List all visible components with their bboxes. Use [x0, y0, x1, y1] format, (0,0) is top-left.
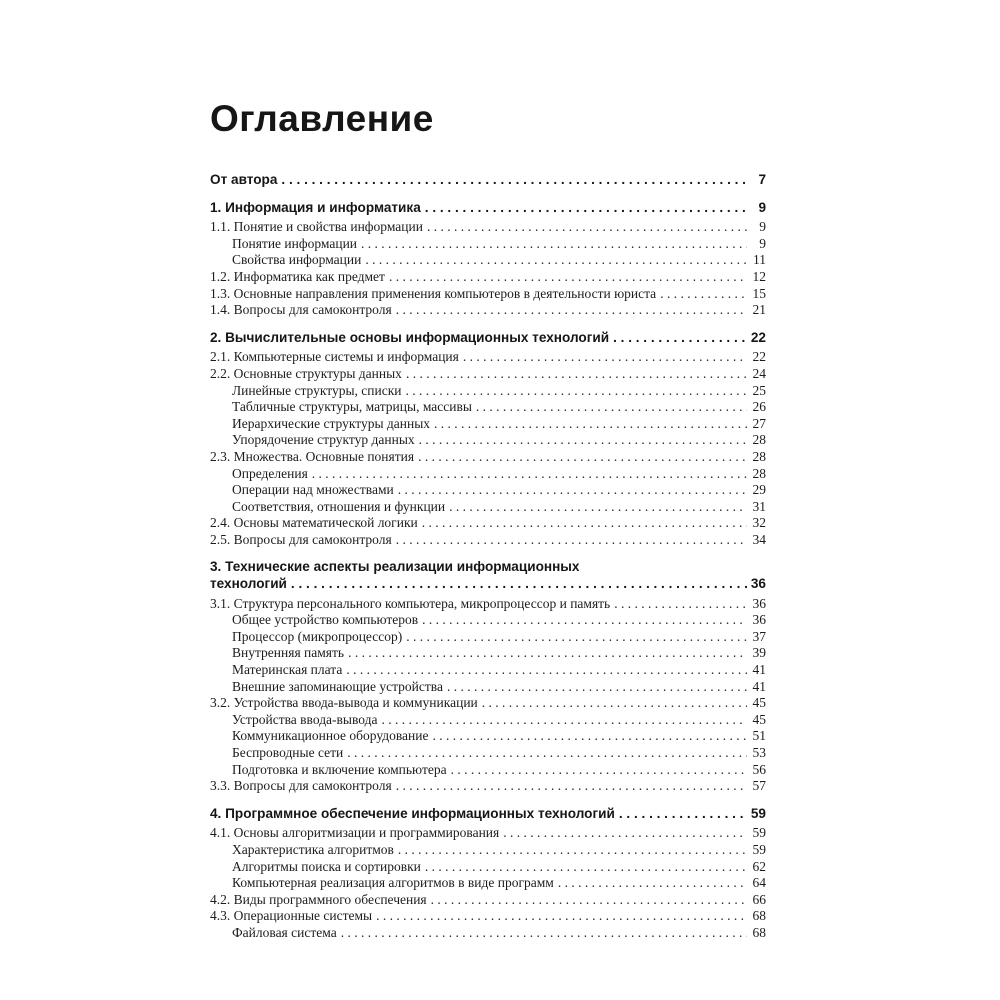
toc-entry-line — [210, 532, 766, 549]
toc-entry-text: Иерархические структуры данных — [232, 415, 431, 431]
toc-entry — [210, 842, 766, 859]
dotted-leader — [365, 252, 747, 269]
dotted-leader — [348, 645, 747, 662]
toc-list — [210, 172, 766, 942]
toc-entry-text: Общее устройство компьютеров — [232, 612, 419, 628]
toc-entry-page: 66 — [752, 891, 766, 907]
dotted-leader — [347, 745, 747, 762]
toc-entry-text: 1. Информация и информатика — [210, 199, 421, 215]
toc-entry — [210, 762, 766, 779]
dotted-leader — [425, 200, 747, 217]
toc-entry-page: 41 — [752, 662, 766, 678]
toc-entry — [210, 875, 766, 892]
toc-entry — [210, 449, 766, 466]
toc-entry-text: Табличные структуры, матрицы, массивы — [232, 399, 472, 415]
dotted-leader — [427, 219, 747, 236]
dotted-leader — [660, 286, 747, 303]
toc-entry-page: 28 — [752, 432, 766, 448]
dotted-leader — [406, 383, 747, 400]
toc-entry-line — [210, 778, 766, 795]
dotted-leader — [619, 806, 747, 823]
toc-entry-line — [232, 499, 766, 516]
toc-entry-line — [232, 432, 766, 449]
dotted-leader — [389, 269, 747, 286]
toc-entry-page: 22 — [750, 329, 766, 345]
toc-entry — [210, 172, 766, 189]
toc-entry-text: технологий — [210, 576, 287, 592]
toc-entry-text: Подготовка и включение компьютера — [232, 761, 447, 777]
toc-entry-line — [210, 269, 766, 286]
toc-entry-line — [232, 645, 766, 662]
toc-entry-line — [210, 576, 766, 593]
dotted-leader — [418, 449, 747, 466]
toc-entry-line — [210, 200, 766, 217]
toc-entry-line — [232, 482, 766, 499]
toc-entry-text: 3.3. Вопросы для самоконтроля — [210, 778, 392, 794]
toc-entry — [210, 482, 766, 499]
toc-entry-page: 37 — [752, 628, 766, 644]
toc-entry — [210, 908, 766, 925]
toc-entry-text: Алгоритмы поиска и сортировки — [232, 858, 421, 874]
toc-entry-text: 4. Программное обеспечение информационных технологий — [210, 805, 615, 821]
toc-entry — [210, 728, 766, 745]
toc-entry-line — [232, 859, 766, 876]
toc-entry — [210, 662, 766, 679]
toc-entry-page: 45 — [752, 711, 766, 727]
dotted-leader — [434, 416, 747, 433]
toc-entry — [210, 349, 766, 366]
toc-entry-page: 59 — [752, 825, 766, 841]
toc-entry-line — [210, 302, 766, 319]
toc-entry-text: Операции над множествами — [232, 482, 394, 498]
toc-entry-page: 9 — [758, 199, 766, 215]
toc-entry-text: 2.2. Основные структуры данных — [210, 365, 402, 381]
dotted-leader — [422, 612, 747, 629]
toc-entry — [210, 399, 766, 416]
toc-entry-text: Файловая система — [232, 924, 337, 940]
toc-entry-page: 53 — [752, 745, 766, 760]
toc-entry — [210, 859, 766, 876]
toc-entry-line — [210, 695, 766, 712]
toc-entry-text: Процессор (микропроцессор) — [232, 628, 403, 644]
dotted-leader — [482, 695, 747, 712]
toc-entry-text: Определения — [232, 465, 308, 481]
toc-entry-text: 2.3. Множества. Основные понятия — [210, 448, 415, 464]
toc-entry-text: Компьютерная реализация алгоритмов в виде программ — [232, 875, 554, 891]
toc-entry-line — [210, 596, 766, 613]
toc-entry-page: 51 — [752, 728, 766, 744]
toc-entry-page: 59 — [750, 805, 766, 821]
toc-entry — [210, 302, 766, 319]
toc-entry-line — [210, 172, 766, 189]
toc-entry-line — [232, 875, 766, 892]
toc-entry-line — [232, 383, 766, 400]
toc-entry-page: 31 — [752, 498, 766, 514]
page-title: Оглавление — [210, 98, 434, 139]
toc-entry-page: 21 — [752, 302, 766, 318]
toc-entry-text: 2.1. Компьютерные системы и информация — [210, 349, 459, 365]
toc-entry-line — [210, 806, 766, 823]
toc-entry-line — [232, 728, 766, 745]
toc-entry-page: 68 — [752, 908, 766, 924]
toc-entry — [210, 825, 766, 842]
toc-entry-text: Упорядочение структур данных — [232, 432, 415, 448]
toc-entry-line — [232, 662, 766, 679]
toc-entry-text: 3.2. Устройства ввода-вывода и коммуникации — [210, 695, 478, 711]
toc-entry-page: 36 — [750, 576, 766, 592]
toc-entry-page: 9 — [759, 235, 766, 251]
toc-entry-text: Понятие информации — [232, 235, 358, 251]
dotted-leader — [425, 859, 747, 876]
toc-entry-page: 36 — [752, 612, 766, 628]
toc-entry-line — [232, 612, 766, 629]
toc-entry — [210, 559, 766, 592]
toc-entry — [210, 383, 766, 400]
toc-entry-page: 32 — [752, 515, 766, 531]
toc-entry-page: 11 — [753, 252, 766, 268]
toc-entry — [210, 219, 766, 236]
dotted-leader — [406, 366, 747, 383]
dotted-leader — [341, 925, 747, 942]
toc-entry-page: 39 — [752, 645, 766, 661]
toc-entry-line — [210, 219, 766, 236]
toc-entry-page: 45 — [752, 695, 766, 711]
toc-entry — [210, 695, 766, 712]
toc-entry — [210, 432, 766, 449]
toc-entry-text: Материнская плата — [232, 662, 343, 678]
toc-entry — [210, 200, 766, 217]
toc-entry-text: 1.4. Вопросы для самоконтроля — [210, 302, 392, 318]
toc-entry — [210, 679, 766, 696]
toc-entry-line — [232, 762, 766, 779]
toc-entry-page: 41 — [752, 678, 766, 694]
toc-entry-text: Соответствия, отношения и функции — [232, 498, 446, 514]
toc-entry-text: Свойства информации — [232, 252, 362, 268]
dotted-leader — [396, 302, 747, 319]
toc-entry-page: 68 — [752, 924, 766, 940]
dotted-leader — [382, 712, 748, 729]
toc-entry-page: 36 — [752, 595, 766, 611]
toc-entry-page: 57 — [752, 778, 766, 794]
toc-entry — [210, 892, 766, 909]
toc-entry-text: Характеристика алгоритмов — [232, 841, 394, 857]
toc-entry-text: Устройства ввода-вывода — [232, 711, 378, 727]
toc-entry-line — [210, 515, 766, 532]
dotted-leader — [396, 778, 747, 795]
toc-entry — [210, 532, 766, 549]
toc-entry-page: 34 — [752, 531, 766, 547]
dotted-leader — [503, 825, 747, 842]
toc-entry-text: 4.2. Виды программного обеспечения — [210, 891, 427, 907]
toc-entry — [210, 466, 766, 483]
toc-entry-line — [232, 236, 766, 253]
toc-entry-line — [232, 416, 766, 433]
toc-entry — [210, 515, 766, 532]
toc-entry-line — [232, 466, 766, 483]
toc-entry-text: 4.3. Операционные системы — [210, 908, 373, 924]
toc-entry-page: 64 — [752, 875, 766, 891]
toc-entry — [210, 925, 766, 942]
toc-entry-text: Линейные структуры, списки — [232, 382, 402, 398]
toc-entry-line — [232, 925, 766, 942]
toc-entry-line — [232, 629, 766, 646]
dotted-leader — [346, 662, 747, 679]
dotted-leader — [361, 236, 747, 253]
dotted-leader — [449, 499, 747, 516]
dotted-leader — [376, 908, 747, 925]
toc-entry — [210, 330, 766, 347]
toc-entry-text: Коммуникационное оборудование — [232, 728, 429, 744]
toc-entry-text: 1.3. Основные направления применения компьютеров в деятельности юриста — [210, 285, 657, 301]
toc-entry-text: 2. Вычислительные основы информационных технологий — [210, 329, 610, 345]
toc-entry-text: 3. Технические аспекты реализации информационных — [210, 559, 580, 575]
toc-entry-page: 62 — [752, 858, 766, 874]
toc-entry — [210, 745, 766, 762]
toc-entry — [210, 416, 766, 433]
toc-entry-text: 1.2. Информатика как предмет — [210, 268, 385, 284]
dotted-leader — [396, 532, 747, 549]
dotted-leader — [291, 576, 747, 593]
toc-entry — [210, 612, 766, 629]
toc-entry-line — [210, 366, 766, 383]
toc-entry-line — [210, 908, 766, 925]
dotted-leader — [422, 515, 747, 532]
dotted-leader — [398, 842, 747, 859]
toc-entry-line — [210, 330, 766, 347]
dotted-leader — [431, 892, 747, 909]
toc-entry-text: 3.1. Структура персонального компьютера, микропроцессор и память — [210, 595, 611, 611]
toc-entry — [210, 499, 766, 516]
dotted-leader — [558, 875, 747, 892]
toc-entry-page: 26 — [752, 399, 766, 415]
toc-entry-page: 59 — [752, 841, 766, 857]
toc-entry-line — [232, 842, 766, 859]
toc-entry-page: 7 — [758, 172, 766, 187]
toc-entry-text: 2.5. Вопросы для самоконтроля — [210, 531, 392, 547]
toc-entry-text: 2.4. Основы математической логики — [210, 515, 418, 531]
toc-entry-page: 22 — [752, 349, 766, 365]
toc-entry-page: 28 — [752, 448, 766, 464]
dotted-leader — [281, 172, 747, 189]
toc-entry-text: От автора — [210, 172, 278, 187]
toc-entry-page: 27 — [752, 415, 766, 431]
toc-entry — [210, 778, 766, 795]
toc-entry-page: 25 — [752, 382, 766, 398]
toc-entry-line — [232, 679, 766, 696]
toc-entry — [210, 645, 766, 662]
dotted-leader — [476, 399, 747, 416]
toc-entry — [210, 236, 766, 253]
toc-entry-line — [210, 449, 766, 466]
toc-entry — [210, 629, 766, 646]
dotted-leader — [614, 596, 747, 613]
toc-entry-page: 29 — [752, 482, 766, 498]
toc-entry-line — [232, 712, 766, 729]
toc-entry — [210, 596, 766, 613]
dotted-leader — [432, 728, 747, 745]
toc-entry-page: 56 — [752, 761, 766, 777]
toc-entry — [210, 286, 766, 303]
dotted-leader — [398, 482, 747, 499]
toc-entry-text: 4.1. Основы алгоритмизации и программирования — [210, 825, 500, 841]
toc-entry — [210, 712, 766, 729]
toc-entry-line — [210, 892, 766, 909]
toc-entry-page: 28 — [752, 465, 766, 481]
toc-entry-text: Беспроводные сети — [232, 745, 344, 760]
toc-entry-text: Внешние запоминающие устройства — [232, 678, 443, 694]
toc-entry — [210, 252, 766, 269]
toc-entry-page: 9 — [759, 219, 766, 235]
dotted-leader — [613, 330, 747, 347]
toc-entry-page: 24 — [752, 365, 766, 381]
toc-entry-text: 1.1. Понятие и свойства информации — [210, 219, 423, 235]
toc-content — [210, 98, 766, 942]
toc-entry-line — [210, 286, 766, 303]
dotted-leader — [419, 432, 747, 449]
toc-entry-line — [232, 745, 766, 762]
toc-entry — [210, 806, 766, 823]
toc-entry-page: 15 — [752, 285, 766, 301]
dotted-leader — [463, 349, 747, 366]
toc-entry — [210, 366, 766, 383]
dotted-leader — [451, 762, 747, 779]
toc-entry — [210, 269, 766, 286]
toc-entry-line — [210, 825, 766, 842]
toc-entry-line — [232, 399, 766, 416]
toc-entry-line — [210, 349, 766, 366]
dotted-leader — [447, 679, 747, 696]
toc-entry-line — [232, 252, 766, 269]
dotted-leader — [406, 629, 747, 646]
dotted-leader — [312, 466, 747, 483]
toc-entry-page: 12 — [752, 268, 766, 284]
toc-entry-text: Внутренняя память — [232, 645, 345, 661]
